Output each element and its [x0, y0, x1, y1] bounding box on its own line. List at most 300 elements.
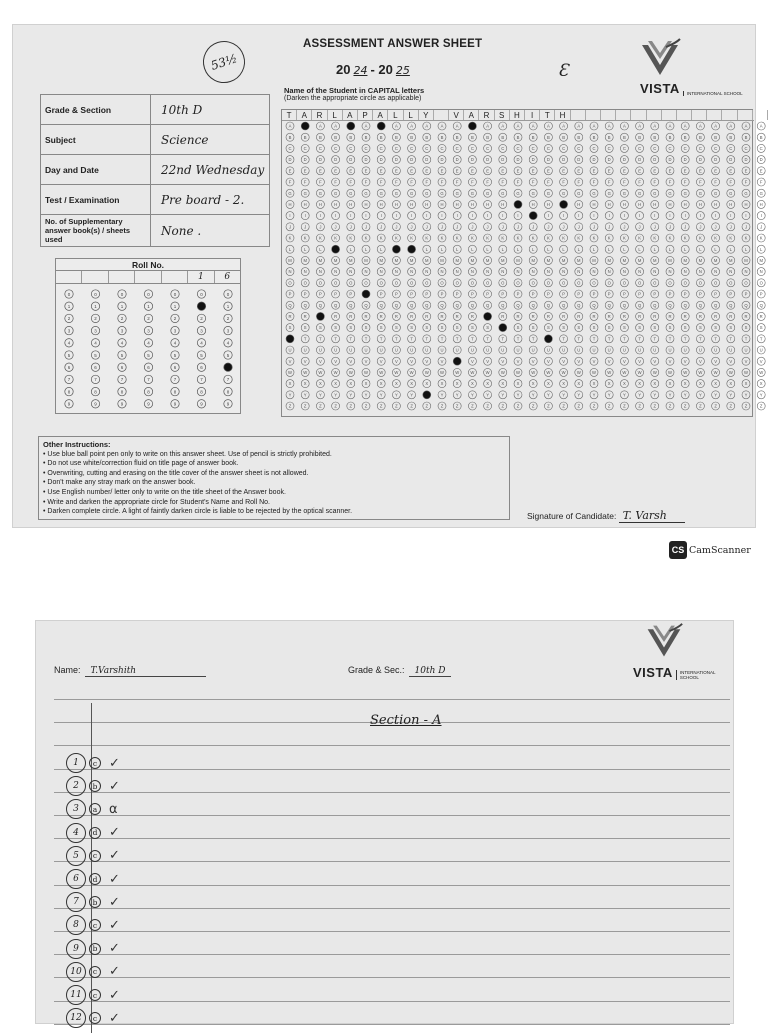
name-bubble-label: A: [395, 123, 398, 129]
name-bubble-label: C: [531, 146, 535, 151]
ruled-line: [54, 815, 730, 816]
name-bubble-label: C: [592, 146, 596, 151]
name-bubble-label: L: [304, 246, 307, 252]
name-bubble-label: M: [546, 258, 551, 263]
name-bubble-label: D: [410, 157, 414, 163]
roll-bubble-label: 8: [173, 389, 177, 395]
name-bubble-label: E: [653, 168, 657, 174]
name-bubble-label: J: [319, 224, 322, 230]
name-bubble-label: C: [455, 146, 459, 151]
answer-row: [66, 985, 120, 1005]
roll-bubble-label: 9: [200, 401, 203, 407]
name-bubble-label: O: [333, 280, 338, 286]
name-bubble-label: N: [288, 269, 292, 275]
name-bubble-label: L: [562, 246, 565, 252]
name-bubble-label: R: [668, 314, 672, 319]
name-bubble-label: A: [410, 123, 413, 129]
name-bubble-label: E: [638, 168, 641, 174]
name-bubble-label: B: [547, 134, 550, 140]
name-bubble-label: B: [531, 134, 535, 140]
name-bubble-label: U: [425, 347, 429, 353]
name-bubble-label: N: [516, 269, 520, 275]
name-bubble-label: N: [546, 269, 550, 275]
name-bubble-label: W: [394, 370, 399, 375]
name-bubble-label: R: [622, 314, 626, 319]
name-bubble-label: W: [348, 370, 353, 375]
name-bubble-label: H: [470, 202, 474, 207]
name-bubble-label: C: [653, 146, 657, 151]
roll-bubble-label: 1: [120, 304, 124, 309]
name-bubble-label: I: [426, 213, 428, 219]
name-bubble-label: Z: [744, 403, 748, 409]
name-bubble-label: Q: [531, 302, 535, 308]
name-bubble-label: L: [668, 246, 672, 252]
name-bubble-label: P: [638, 291, 641, 297]
sheet-title: ASSESSMENT ANSWER SHEET: [303, 38, 483, 50]
name-bubble-label: S: [349, 325, 353, 331]
name-bubble-label: G: [546, 190, 551, 196]
name-bubble-label: U: [516, 347, 520, 353]
name-bubble-label: T: [714, 336, 717, 342]
name-bubble-label: C: [759, 146, 763, 151]
name-bubble-label: A: [547, 123, 550, 129]
name-bubble-label: N: [759, 269, 763, 275]
name-bubble-label: Y: [288, 392, 292, 398]
name-bubble-label: O: [577, 280, 581, 286]
name-bubble-label: E: [577, 168, 581, 174]
name-bubble-label: I: [563, 213, 565, 219]
name-bubble-label: Q: [713, 302, 718, 308]
answer-row: [66, 939, 120, 959]
name-bubble-label: C: [546, 146, 550, 151]
name-bubble-label: S: [425, 325, 429, 331]
name-bubble-label: Y: [607, 392, 611, 398]
camscanner-watermark: [669, 541, 751, 559]
roll-bubble-label: 0: [147, 291, 150, 297]
name-bubble-label: T: [516, 336, 520, 342]
ruled-line: [54, 885, 730, 886]
name-bubble-label: F: [410, 179, 413, 185]
name-bubble-label: R: [501, 314, 505, 319]
name-bubble-label: Z: [349, 403, 353, 409]
name-bubble-label: Y: [623, 392, 626, 398]
name-bubble-label: X: [410, 381, 413, 387]
academic-year: [336, 62, 413, 77]
name-bubble-label: F: [668, 179, 672, 185]
name-bubble-label: R: [364, 314, 368, 319]
name-bubble-label: R: [729, 314, 733, 319]
name-letter-box: [753, 110, 768, 120]
roll-digit-box: 1: [188, 271, 214, 283]
roll-bubble-label: 1: [67, 304, 71, 309]
name-bubble-label: H: [607, 202, 611, 207]
name-bubble-label: I: [730, 213, 732, 219]
name-bubble-filled: [529, 212, 537, 220]
name-bubble-label: O: [698, 280, 703, 286]
name-bubble-label: J: [380, 224, 383, 230]
question-number: 6: [66, 869, 86, 889]
name-bubble-label: R: [562, 314, 566, 319]
answer-option: c: [89, 1012, 101, 1024]
answer-option: d: [89, 827, 101, 839]
name-bubble-label: Y: [349, 392, 353, 398]
name-bubble-label: N: [531, 269, 535, 275]
name-bubble-label: D: [303, 157, 307, 163]
name-bubble-label: V: [744, 358, 748, 364]
name-bubble-label: N: [379, 269, 383, 275]
instruction-item: • Darken complete circle. A light of faintly darken circle is liable to be rejected by the optical scanner.: [43, 508, 353, 516]
question-number: 3: [66, 799, 86, 819]
name-bubble-label: Z: [364, 403, 368, 409]
name-bubble-label: L: [288, 246, 292, 252]
vista-chevron-icon: [638, 39, 682, 79]
name-bubble-label: H: [486, 202, 490, 207]
roll-bubble-label: 4: [67, 340, 71, 346]
name-bubble-label: O: [485, 280, 490, 286]
name-bubble-label: W: [424, 370, 429, 375]
name-bubble-label: I: [411, 213, 413, 219]
name-bubble-label: H: [546, 202, 550, 207]
name-bubble-label: R: [759, 314, 763, 319]
grading-mark: ✓: [109, 1010, 120, 1026]
name-bubble-label: U: [759, 347, 763, 353]
name-bubble-label: D: [501, 157, 505, 163]
roll-number-box: [55, 258, 241, 414]
name-letter-box: H: [510, 110, 525, 120]
name-bubble-label: I: [699, 213, 701, 219]
name-bubble-label: K: [562, 235, 565, 241]
name-bubble-label: Y: [455, 392, 459, 398]
name-bubble-label: J: [486, 224, 489, 230]
info-value: Pre board - 2.: [151, 185, 270, 215]
roll-bubble-label: 6: [120, 365, 124, 370]
name-bubble-label: A: [334, 123, 337, 129]
name-bubble-label: H: [531, 202, 535, 207]
name-bubble-label: E: [501, 168, 505, 174]
name-bubble-label: H: [714, 202, 718, 207]
name-bubble-label: M: [455, 258, 459, 263]
name-bubble-label: E: [699, 168, 702, 174]
name-bubble-label: W: [318, 370, 323, 375]
roll-bubble-label: 8: [67, 389, 71, 395]
name-bubble-filled: [484, 312, 492, 320]
name-bubble-label: V: [395, 358, 398, 364]
name-bubble-label: Z: [455, 403, 459, 409]
name-bubble-label: D: [470, 157, 474, 163]
name-bubble-label: C: [607, 146, 611, 151]
roll-bubble-label: 2: [200, 316, 203, 322]
name-bubble-label: W: [470, 370, 475, 375]
name-bubble-label: G: [637, 190, 642, 196]
name-bubble-label: D: [318, 157, 322, 163]
name-bubble-label: S: [683, 325, 687, 331]
name-bubble-label: Z: [486, 403, 489, 409]
question-number: 9: [66, 939, 86, 959]
name-bubble-label: Q: [349, 302, 353, 308]
name-bubble-label: Y: [592, 392, 596, 398]
roll-bubble-label: 6: [200, 365, 203, 370]
name-bubble-label: D: [516, 157, 520, 163]
school-logo: [638, 39, 682, 79]
name-bubble-label: U: [714, 347, 718, 353]
roll-bubble-label: 7: [67, 377, 71, 383]
name-bubble-label: N: [440, 269, 444, 275]
name-bubble-label: P: [714, 291, 717, 297]
name-bubble-label: I: [593, 213, 595, 219]
name-bubble-label: O: [455, 280, 459, 286]
name-bubble-label: J: [304, 224, 307, 230]
name-bubble-label: R: [577, 314, 581, 319]
name-bubble-label: Z: [592, 403, 596, 409]
name-bubble-label: D: [364, 157, 368, 163]
camscanner-badge: CS: [669, 541, 687, 559]
answer-row: [66, 776, 120, 796]
name-bubble-label: P: [531, 291, 535, 297]
name-bubble-label: T: [303, 336, 307, 342]
name-bubble-label: T: [319, 336, 322, 342]
roll-bubble-label: 5: [67, 352, 71, 358]
name-bubble-label: A: [486, 123, 489, 129]
name-letter-box: S: [495, 110, 510, 120]
name-bubble-label: L: [653, 246, 656, 252]
name-bubble-label: B: [425, 134, 429, 140]
name-bubble-label: O: [318, 280, 323, 286]
name-bubble-label: V: [440, 358, 444, 364]
name-bubble-label: K: [729, 235, 733, 241]
name-bubble-label: M: [303, 258, 307, 263]
name-bubble-label: T: [395, 336, 398, 342]
name-bubble-label: L: [577, 246, 580, 252]
name-bubble-label: P: [744, 291, 748, 297]
name-bubble-label: T: [607, 336, 611, 342]
name-bubble-label: F: [744, 179, 748, 185]
name-bubble-label: L: [760, 246, 763, 252]
name-bubble-label: S: [592, 325, 596, 331]
name-bubble-label: Y: [303, 392, 307, 398]
name-letter-box: I: [525, 110, 540, 120]
name-bubble-label: V: [425, 358, 429, 364]
roll-bubble-label: 2: [120, 316, 124, 322]
name-bubble-label: Y: [440, 392, 444, 398]
name-bubble-label: M: [409, 258, 414, 263]
roll-bubble-label: 5: [200, 352, 203, 358]
name-bubble-label: N: [394, 269, 398, 275]
name-bubble-label: H: [638, 202, 642, 207]
name-bubble-label: V: [516, 358, 520, 364]
name-bubble-label: H: [455, 202, 459, 207]
name-bubble-label: Z: [319, 403, 322, 409]
name-bubble-label: W: [364, 370, 368, 375]
name-bubble-label: B: [729, 134, 733, 140]
name-bubble-label: I: [289, 213, 291, 219]
name-bubble-label: T: [592, 336, 596, 342]
name-bubble-label: Q: [592, 302, 596, 308]
name-bubble-label: Z: [425, 403, 429, 409]
name-bubble-label: N: [744, 269, 748, 275]
name-bubble-label: Y: [410, 392, 413, 398]
name-bubble-label: Y: [364, 392, 368, 398]
name-bubble-label: I: [350, 213, 352, 219]
name-bubble-label: W: [622, 370, 627, 375]
name-bubble-label: S: [744, 325, 748, 331]
name-bubble-label: Y: [744, 392, 748, 398]
name-bubble-label: L: [547, 246, 550, 252]
name-bubble-label: U: [303, 347, 307, 353]
name-bubble-label: Q: [622, 302, 627, 308]
name-bubble-label: P: [379, 291, 383, 297]
name-bubble-label: Y: [334, 392, 337, 398]
name-bubble-label: L: [684, 246, 687, 252]
name-bubble-label: D: [638, 157, 642, 163]
answer-option: d: [89, 873, 101, 885]
name-bubble-label: X: [744, 381, 748, 387]
name-bubble-label: O: [409, 280, 414, 286]
name-bubble-label: C: [303, 146, 307, 151]
name-bubble-label: A: [531, 123, 535, 129]
name-bubble-label: B: [668, 134, 672, 140]
name-bubble-label: E: [334, 168, 337, 174]
name-bubble-label: I: [487, 213, 489, 219]
name-bubble-label: J: [288, 224, 292, 230]
name-bubble-label: B: [486, 134, 489, 140]
name-bubble-label: N: [562, 269, 566, 275]
name-bubble-label: P: [455, 291, 459, 297]
name-bubble-label: S: [486, 325, 489, 331]
name-bubble-label: J: [577, 224, 580, 230]
question-number: 1: [66, 753, 86, 773]
name-bubble-label: E: [364, 168, 368, 174]
roll-bubble-label: 3: [173, 328, 177, 334]
name-bubble-filled: [453, 357, 461, 365]
name-bubble-label: O: [516, 280, 520, 286]
name-bubble-label: Q: [425, 302, 429, 308]
roll-bubble-label: 3: [67, 328, 71, 334]
roll-digit-box: 6: [224, 272, 231, 282]
name-bubble-filled: [301, 122, 309, 130]
name-bubble-label: G: [698, 190, 703, 196]
name-bubble-label: U: [486, 347, 490, 353]
name-bubble-label: X: [562, 381, 565, 387]
name-bubble-label: G: [577, 190, 581, 196]
info-value: Science: [151, 125, 270, 155]
name-bubble-label: B: [683, 134, 687, 140]
name-bubble-label: L: [440, 246, 444, 252]
other-instructions: [38, 436, 510, 520]
name-bubble-label: F: [486, 179, 489, 185]
name-bubble-label: N: [334, 269, 338, 275]
name-bubble-label: I: [623, 213, 625, 219]
name-bubble-label: K: [516, 235, 520, 241]
name-bubble-label: X: [653, 381, 657, 387]
name-bubble-label: Q: [333, 302, 338, 308]
name-bubble-label: D: [759, 157, 763, 163]
name-bubble-label: F: [516, 179, 520, 185]
name-bubble-label: G: [409, 190, 414, 196]
name-bubble-label: K: [744, 235, 748, 241]
name-letter-box: [647, 110, 662, 120]
name-bubble-label: K: [501, 235, 505, 241]
name-bubble-label: X: [531, 381, 535, 387]
name-bubble-label: B: [592, 134, 596, 140]
name-bubble-label: C: [410, 146, 414, 151]
name-bubble-label: E: [668, 168, 672, 174]
name-bubble-label: A: [319, 123, 322, 129]
name-bubble-label: W: [683, 370, 688, 375]
instructions-title: Other Instructions:: [43, 440, 111, 449]
answer-row: [66, 892, 120, 912]
name-bubble-label: J: [425, 224, 428, 230]
name-bubble-label: I: [639, 213, 641, 219]
name-bubble-label: Y: [486, 392, 489, 398]
name-bubble-label: C: [729, 146, 733, 151]
name-bubble-label: B: [744, 134, 748, 140]
name-bubble-label: C: [622, 146, 626, 151]
name-bubble-label: J: [364, 224, 368, 230]
name-bubble-label: I: [441, 213, 443, 219]
answer-row: [66, 846, 120, 866]
name-bubble-label: B: [759, 134, 763, 140]
name-bubble-label: Y: [638, 392, 641, 398]
name-bubble-label: K: [440, 235, 444, 241]
name-bubble-label: X: [501, 381, 505, 387]
name-bubble-label: X: [379, 381, 383, 387]
name-bubble-label: X: [425, 381, 429, 387]
name-bubble-label: J: [471, 224, 474, 230]
name-bubble-label: A: [607, 123, 611, 129]
name-bubble-label: F: [729, 179, 733, 185]
name-bubble-label: A: [714, 123, 717, 129]
name-bubble-label: E: [744, 168, 748, 174]
roll-bubble-label: 9: [147, 401, 150, 407]
name-bubble-label: Y: [547, 392, 550, 398]
name-bubble-label: X: [683, 381, 687, 387]
name-bubble-label: F: [683, 179, 687, 185]
name-bubble-label: D: [531, 157, 535, 163]
name-bubble-label: J: [744, 224, 748, 230]
name-bubble-label: B: [501, 134, 505, 140]
name-bubble-label: N: [486, 269, 490, 275]
name-bubble-label: X: [577, 381, 581, 387]
roll-bubble-label: 4: [94, 340, 97, 346]
name-bubble-label: O: [288, 280, 292, 286]
answer-option: c: [89, 989, 101, 1001]
name-bubble-label: K: [364, 235, 368, 241]
name-bubble-label: M: [729, 258, 733, 263]
name-bubble-label: J: [760, 224, 763, 230]
name-bubble-label: Y: [729, 392, 733, 398]
name-bubble-label: Q: [364, 302, 368, 308]
name-bubble-label: G: [333, 190, 338, 196]
question-number: 12: [66, 1008, 86, 1028]
name-bubble-label: Q: [759, 302, 763, 308]
name-bubble-label: E: [379, 168, 383, 174]
name-bubble-label: N: [349, 269, 353, 275]
name-bubble-label: A: [364, 123, 368, 129]
signature-value: T. Varsh: [619, 509, 685, 523]
roll-digit-box: [162, 271, 188, 283]
name-bubble-label: I: [365, 213, 367, 219]
name-bubble-label: F: [531, 179, 535, 185]
grading-mark: ✓: [109, 778, 120, 794]
name-bubble-label: J: [653, 224, 656, 230]
name-bubble-label: C: [364, 146, 368, 151]
name-letter-box: T: [282, 110, 297, 120]
name-letter-box: T: [540, 110, 555, 120]
name-bubble-label: R: [425, 314, 429, 319]
name-bubble-label: Q: [440, 302, 444, 308]
name-letter-box: L: [388, 110, 403, 120]
name-bubble-label: S: [547, 325, 550, 331]
